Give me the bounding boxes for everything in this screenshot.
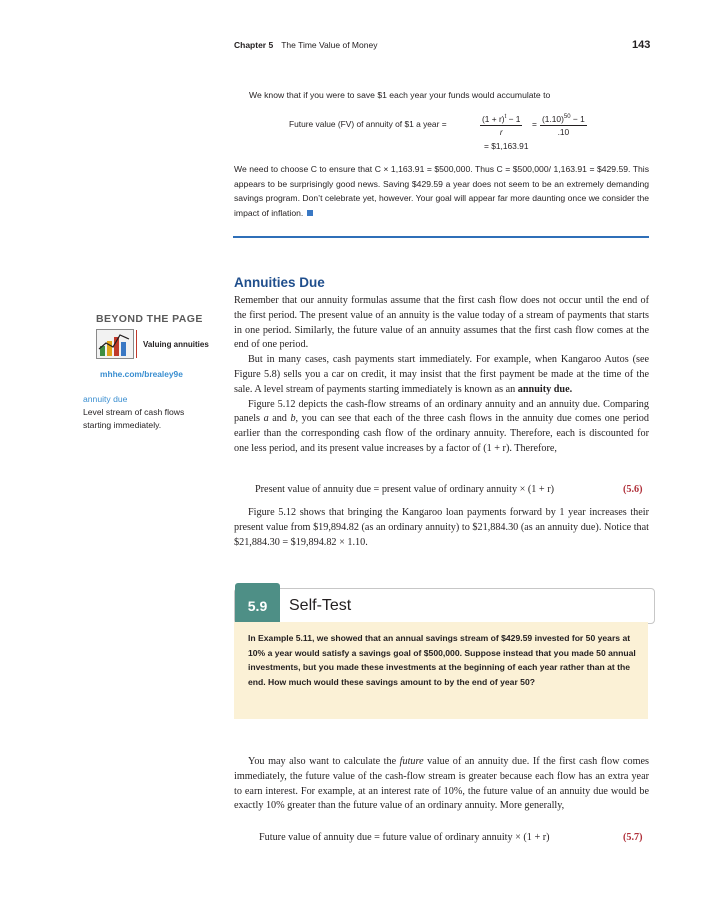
term-annuity-due: annuity due.: [517, 383, 573, 395]
section-title: Annuities Due: [234, 275, 325, 290]
equation-5-6: Present value of annuity due = present value of ordinary annuity × (1 + r): [255, 484, 555, 495]
glossary-definition: Level stream of cash flows starting immediately.: [83, 407, 185, 430]
equals-sign: =: [532, 119, 537, 129]
fraction-general: [480, 111, 522, 138]
glossary-term: annuity due: [83, 394, 128, 404]
equation-5-7: Future value of annuity due = future value of ordinary annuity × (1 + r): [259, 832, 550, 843]
fraction-general-numerator: $(1 + r)^t - 1$: [480, 111, 522, 126]
equation-5-6-number: (5.6): [623, 484, 643, 495]
running-header: [234, 40, 377, 50]
chapter-label: Chapter 5: [234, 40, 274, 50]
paragraph-2: But in many cases, cash payments start immediately. For example, when Kangaroo Autos (see Figure 5.8) sells you a car on credit, it may insist that the first payment be made at the time of the sale. A level stream of payments starting immediately is known as an annuity due.: [234, 354, 649, 395]
end-of-example-icon: [307, 210, 313, 216]
paragraph-3: Figure 5.12 depicts the cash-flow streams of an ordinary annuity and an annuity due. Comparing panels a and b, you can see that each of the three cash flows in the annuity due comes one period earlier than the corresponding cash flow of the ordinary annuity. Therefore, each is discounted for one less period, and its present value increases by a factor of (1 + r). Therefore,: [234, 398, 649, 454]
fraction-general-denominator: r: [499, 126, 503, 137]
fraction-numeric-denominator: .10: [557, 126, 570, 137]
beyond-the-page-title: BEYOND THE PAGE: [96, 313, 203, 325]
paragraph-4: Figure 5.12 shows that bringing the Kangaroo loan payments forward by 1 year increases their present value from $19,894.82 (as an ordinary annuity) to $21,884.30 (as an annuity due). Notice that $21,884.30 = $19,894.82 × 1.10.: [234, 507, 649, 548]
example-intro: We know that if you were to save $1 each year your funds would accumulate to: [249, 90, 551, 100]
self-test-title: Self-Test: [289, 597, 352, 614]
fraction-numeric-numerator: $(1.10)^{50} - 1$: [540, 111, 587, 126]
fraction-numeric: [540, 111, 587, 138]
beyond-the-page-divider: [136, 330, 137, 358]
page-number: 143: [632, 39, 651, 51]
example-paragraph: We need to choose C to ensure that C × 1,163.91 = $500,000. Thus C = $500,000/ 1,163.91 = $429.59. This appears to be surprisingly good news. Saving $429.59 a year does not seem to be an extremely demanding savings program. Don’t celebrate yet, however. Your goal will appear far more daunting once we consider the impact of inflation.: [234, 164, 649, 218]
publisher-link[interactable]: mhhe.com/brealey9e: [100, 369, 183, 379]
paragraph-1: Remember that our annuity formulas assume that the first cash flow does not occur until the end of the first period. The present value of an annuity is the value today of a stream of payments that starts in one period. Similarly, the future value of an annuity assumes that the first cash flow comes at the end of one period.: [234, 295, 649, 351]
paragraph-5: You may also want to calculate the future value of an annuity due. If the first cash flow comes immediately, the future value of the cash-flow stream is greater because each flow has an extra year to earn interest. For example, at an interest rate of 10%, the future value of an annuity due would be exactly 10% greater than the future value of an ordinary annuity. More generally,: [234, 756, 649, 812]
equation-5-7-number: (5.7): [623, 832, 643, 843]
self-test-number: 5.9: [247, 598, 268, 614]
chapter-title: The Time Value of Money: [281, 40, 378, 50]
example-end-rule: [233, 236, 649, 238]
fv-result: = $1,163.91: [484, 141, 529, 151]
fv-label: Future value (FV) of annuity of $1 a year =: [289, 119, 447, 129]
body-text-block: [234, 294, 649, 457]
self-test-question: In Example 5.11, we showed that an annual savings stream of $429.59 invested for 50 years at 10% a year would satisfy a savings goal of $500,000. Suppose instead that you made 50 annual investments, but you made these investments at the beginning of each year rather than at the end. How much would these savings amount to by the end of year 50?: [248, 633, 636, 687]
beyond-the-page-label[interactable]: Valuing annuities: [143, 340, 209, 349]
spreadsheet-chart-icon[interactable]: [96, 329, 134, 359]
